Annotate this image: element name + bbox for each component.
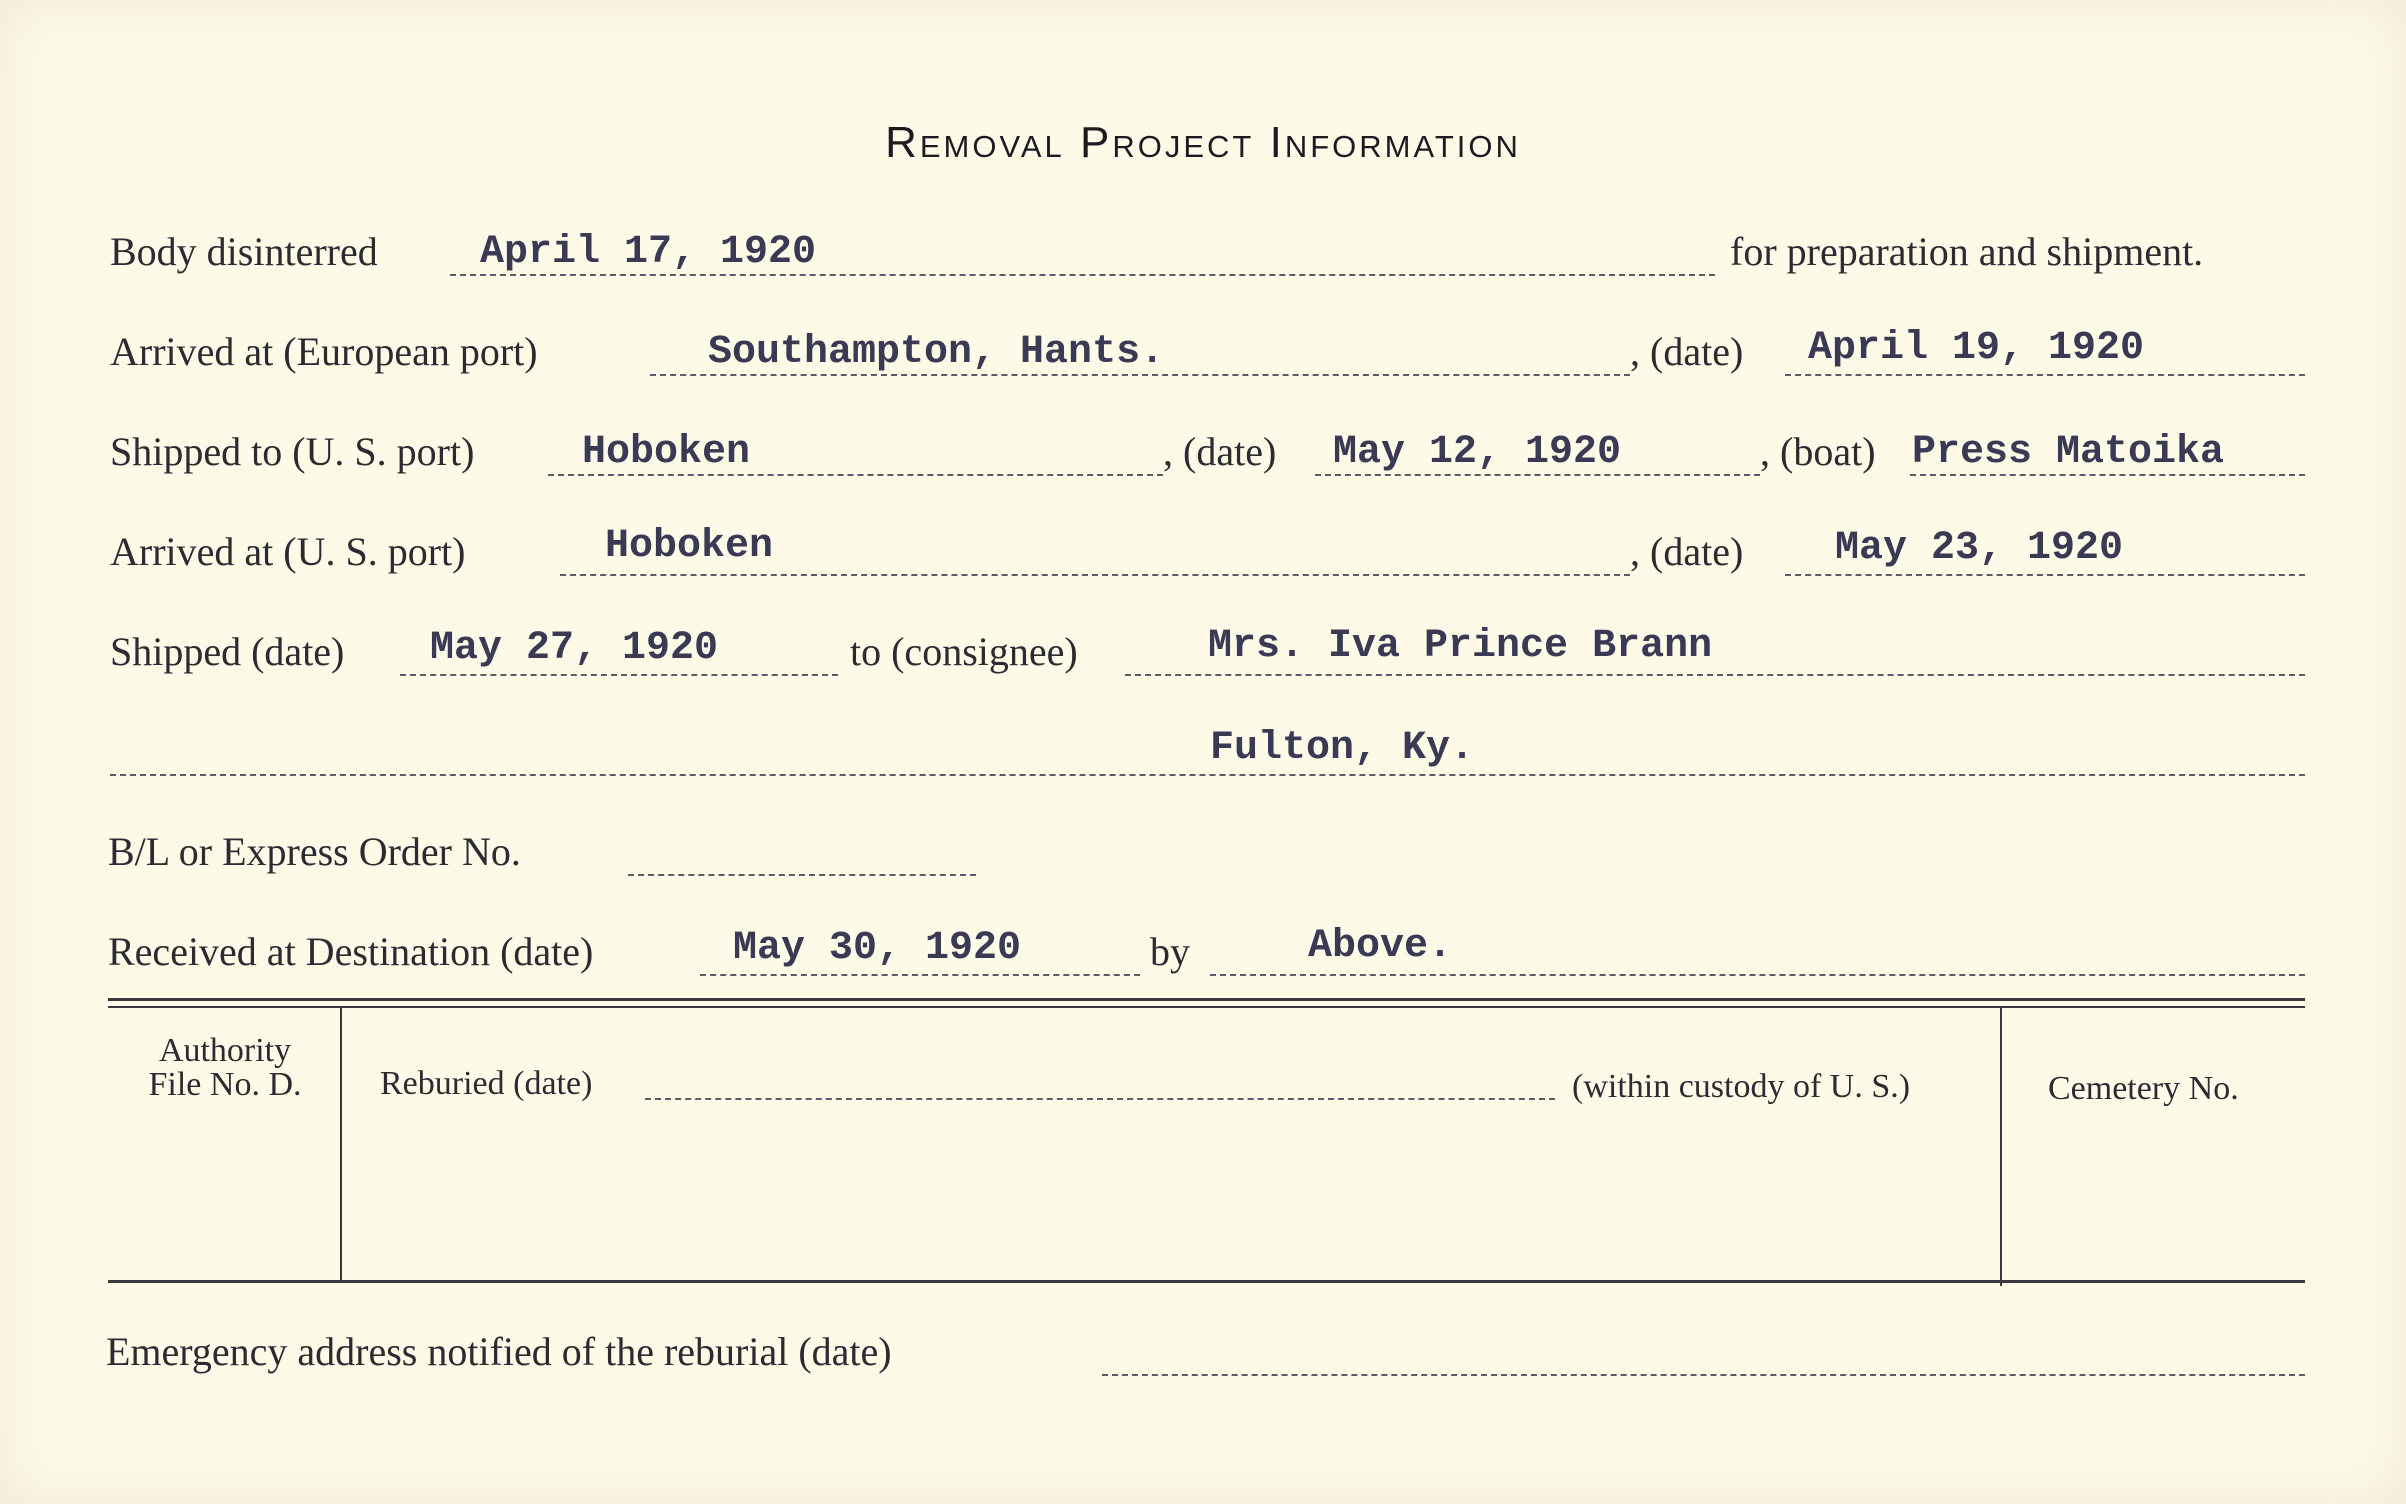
row-consignee-address [0,728,2406,788]
row-emergency [0,1328,2406,1388]
shipped-date-line [400,674,838,676]
arrived-us-date: May 23, 1920 [1835,526,2124,571]
received-label: Received at Destination (date) [108,929,594,974]
arrived-european-date-label: , (date) [1630,329,1744,374]
arrived-european-label: Arrived at (European port) [110,329,538,374]
by-value: Above. [1308,924,1453,969]
cemetery-label: Cemetery No. [2048,1070,2239,1107]
arrived-european-date-line [1785,374,2305,376]
row-received [0,924,2406,988]
custody-label: (within custody of U. S.) [1572,1068,1911,1105]
by-label: by [1150,929,1190,974]
consignee-address-line [110,774,2305,776]
bl-line [628,874,976,876]
boat-label: , (boat) [1760,429,1876,474]
shipped-to-date-label: , (date) [1163,429,1277,474]
row-bl [0,828,2406,888]
box-bottom-rule [108,1280,2305,1283]
authority-file-label [130,1034,320,1102]
row-shipped-to [0,428,2406,488]
arrived-us-line [560,574,1630,576]
form-title: Removal Project Information [885,118,1521,167]
shipped-to-label: Shipped to (U. S. port) [110,429,475,474]
reburied-line [645,1098,1555,1100]
reburied-label: Reburied (date) [380,1065,593,1102]
row-shipped-date [0,624,2406,688]
body-disinterred-label: Body disinterred [110,229,378,274]
emergency-label: Emergency address notified of the reburial (date) [106,1329,892,1374]
arrived-us-date-label: , (date) [1630,529,1744,574]
by-line [1210,974,2305,976]
shipped-date-value: May 27, 1920 [430,626,719,671]
box-top-rule-1 [108,998,2305,1001]
arrived-us-label: Arrived at (U. S. port) [110,529,466,574]
box-divider-right [2000,1008,2002,1286]
for-preparation-label: for preparation and shipment. [1730,229,2204,274]
box-divider-left [340,1008,342,1280]
arrived-us-value: Hoboken [605,524,774,569]
consignee-line [1125,674,2305,676]
box-top-rule-2 [108,1006,2305,1008]
row-body-disinterred [0,228,2406,288]
consignee-name: Mrs. Iva Prince Brann [1208,624,1713,669]
shipped-date-label: Shipped (date) [110,629,345,674]
bl-label: B/L or Express Order No. [108,829,521,874]
body-disinterred-value: April 17, 1920 [480,230,817,275]
arrived-european-date: April 19, 1920 [1808,326,2145,371]
boat-value: Press Matoika [1912,430,2225,475]
row-arrived-us [0,524,2406,588]
consignee-address: Fulton, Ky. [1210,726,1475,771]
emergency-line [1102,1374,2305,1376]
received-line [700,974,1140,976]
row-arrived-european [0,328,2406,388]
shipped-to-date: May 12, 1920 [1333,430,1622,475]
consignee-label: to (consignee) [850,629,1078,674]
file-no-label: File No. D. [148,1066,302,1103]
arrived-us-date-line [1785,574,2305,576]
authority-label: Authority [158,1032,292,1069]
arrived-european-value: Southampton, Hants. [708,330,1165,375]
received-value: May 30, 1920 [733,926,1022,971]
shipped-to-value: Hoboken [582,430,751,475]
